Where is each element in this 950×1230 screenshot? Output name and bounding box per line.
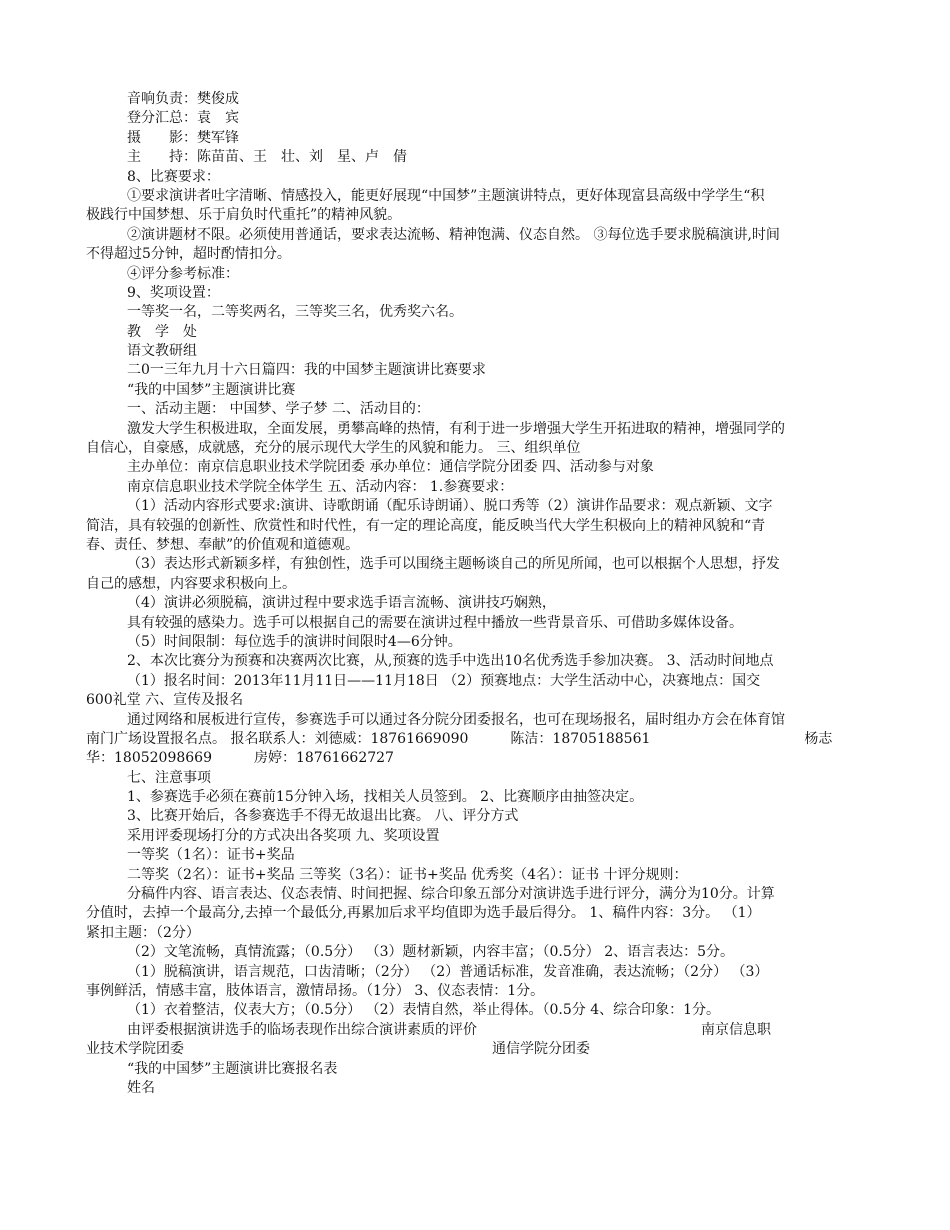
- text-line: 业技术学院团委 通信学院分团委: [86, 1041, 590, 1058]
- text-line: （5）时间限制：每位选手的演讲时间限时4—6分钟。: [127, 633, 462, 650]
- text-line: 600礼堂 六、宣传及报名: [86, 692, 244, 709]
- text-line: 通过网络和展板进行宣传，参赛选手可以通过各分院分团委报名，也可在现场报名，届时组办方会在体育馆: [127, 711, 785, 728]
- text-line: 不得超过5分钟，超时酌情扣分。: [86, 246, 291, 263]
- text-line: ②演讲题材不限。必须使用普通话，要求表达流畅、精神饱满、仪态自然。 ③每位选手要求脱稿演讲,时间: [127, 226, 780, 243]
- text-line: （2）文笔流畅，真情流露；（0.5分） （3）题材新颖，内容丰富；（0.5分） 2、语言表达：5分。: [127, 944, 735, 961]
- text-line: 8、比赛要求：: [127, 168, 220, 185]
- text-line: 南门广场设置报名点。 报名联系人：刘德威：18761669090 陈洁：18705188561 杨志: [86, 730, 833, 747]
- text-line: 分值时，去掉一个最高分,去掉一个最低分,再累加后求平均值即为选手最后得分。 1、稿件内容：3分。 （1）: [86, 905, 761, 922]
- text-line: 音响负责：樊俊成: [127, 91, 239, 107]
- text-line: 二等奖（2名）：证书+奖品 三等奖（3名）：证书+奖品 优秀奖（4名）：证书 十评分规则：: [127, 866, 688, 883]
- text-line: ①要求演讲者吐字清晰、情感投入，能更好展现“中国梦”主题演讲特点，更好体现富县高级中学学生“积: [127, 187, 765, 204]
- text-line: 主 持：陈苗苗、王 壮、刘 星、卢 倩: [127, 149, 407, 166]
- text-line: 具有较强的感染力。选手可以根据自己的需要在演讲过程中播放一些背景音乐、可借助多媒体设备。: [127, 614, 743, 631]
- text-line: 春、责任、梦想、奉献”的价值观和道德观。: [86, 536, 360, 553]
- text-line: 华：18052098669 房婷：18761662727: [86, 750, 394, 767]
- text-line: （3）表达形式新颖多样，有独创性，选手可以围绕主题畅谈自己的所见所闻，也可以根据个人思想，抒发: [127, 556, 780, 573]
- text-line: 3、比赛开始后，各参赛选手不得无故退出比赛。 八、评分方式: [127, 808, 519, 825]
- text-line: “我的中国梦”主题演讲比赛: [127, 381, 296, 398]
- text-line: 自信心，自豪感，成就感，充分的展示现代大学生的风貌和能力。 三、组织单位: [86, 440, 581, 457]
- text-line: 一、活动主题： 中国梦、学子梦 二、活动目的：: [127, 401, 430, 418]
- text-line: （1）脱稿演讲，语言规范，口齿清晰；（2分） （2）普通话标准，发音准确，表达流畅；（2分） （3）: [127, 963, 769, 980]
- text-line: 采用评委现场打分的方式决出各奖项 九、奖项设置: [127, 827, 440, 844]
- text-line: 一等奖（1名）：证书+奖品: [127, 847, 295, 864]
- text-line: 紧扣主题：（2分）: [86, 924, 200, 941]
- text-line: “我的中国梦”主题演讲比赛报名表: [127, 1060, 338, 1077]
- text-line: （4）演讲必须脱稿，演讲过程中要求选手语言流畅、演讲技巧娴熟，: [127, 595, 556, 612]
- text-line: 登分汇总：袁 宾: [127, 110, 239, 127]
- text-line: 激发大学生积极进取，全面发展，勇攀高峰的热情，有利于进一步增强大学生开拓进取的精神，增强同学的: [127, 420, 785, 437]
- text-line: 主办单位：南京信息职业技术学院团委 承办单位：通信学院分团委 四、活动参与对象: [127, 459, 654, 476]
- text-line: 姓名: [127, 1079, 155, 1096]
- text-line: 2、本次比赛分为预赛和决赛两次比赛，从,预赛的选手中选出10名优秀选手参加决赛。 3、活动时间地点: [127, 653, 774, 670]
- text-line: 极践行中国梦想、乐于肩负时代重托”的精神风貌。: [86, 207, 402, 224]
- text-line: ④评分参考标准：: [127, 265, 239, 282]
- text-line: 摄 影：樊军锋: [127, 129, 239, 146]
- text-line: 一等奖一名，二等奖两名，三等奖三名，优秀奖六名。: [127, 304, 463, 321]
- text-line: 自己的感想，内容要求积极向上。: [86, 575, 296, 592]
- text-line: （1）活动内容形式要求:演讲、诗歌朗诵（配乐诗朗诵）、脱口秀等（2）演讲作品要求：观点新颖、文字: [127, 498, 773, 515]
- text-line: （1）报名时间：2013年11月11日——11月18日 （2）预赛地点：大学生活动中心，决赛地点：国交: [127, 672, 761, 689]
- text-line: 七、注意事项: [127, 769, 211, 786]
- text-line: 简洁，具有较强的创新性、欣赏性和时代性，有一定的理论高度，能反映当代大学生积极向上的精神风貌和“青: [86, 517, 766, 534]
- text-line: 语文教研组: [127, 343, 197, 360]
- document-body: [86, 90, 864, 1098]
- text-line: （1）衣着整洁，仪表大方；（0.5分） （2）表情自然，举止得体。（0.5分 4、综合印象：1分。: [127, 1002, 721, 1019]
- text-line: 分稿件内容、语言表达、仪态表情、时间把握、综合印象五部分对演讲选手进行评分，满分为10分。计算: [127, 886, 775, 903]
- text-line: 由评委根据演讲选手的临场表现作出综合演讲素质的评价 南京信息职: [127, 1021, 771, 1038]
- text-line: 南京信息职业技术学院全体学生 五、活动内容： 1.参赛要求：: [127, 478, 514, 495]
- text-line: 事例鲜活，情感丰富，肢体语言，激情昂扬。（1分） 3、仪态表情：1分。: [86, 982, 545, 999]
- text-line: 二0一三年九月十六日篇四：我的中国梦主题演讲比赛要求: [127, 362, 486, 379]
- text-line: 9、奖项设置：: [127, 284, 220, 301]
- text-line: 1、参赛选手必须在赛前15分钟入场，找相关人员签到。 2、比赛顺序由抽签决定。: [127, 789, 644, 806]
- text-line: 教 学 处: [127, 323, 197, 340]
